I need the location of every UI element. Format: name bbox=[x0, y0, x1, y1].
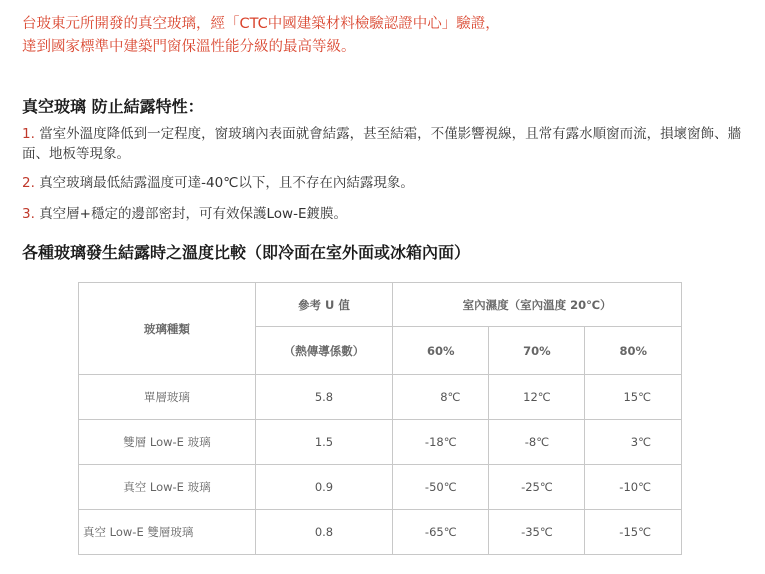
header-humidity-70: 70% bbox=[489, 327, 585, 375]
table-row bbox=[79, 375, 682, 420]
temp-80-cell: -15℃ bbox=[585, 510, 682, 555]
intro-line-1: 台玻東元所開發的真空玻璃，經「CTC中國建築材料檢驗認證中心」驗證， bbox=[22, 16, 500, 32]
header-humidity-60: 60% bbox=[393, 327, 489, 375]
glass-type-cell: 單層玻璃 bbox=[79, 375, 256, 420]
temp-70-cell: -35℃ bbox=[489, 510, 585, 555]
temp-60-cell: -18℃ bbox=[393, 420, 489, 465]
temp-60-cell: -65℃ bbox=[393, 510, 489, 555]
glass-type-cell: 雙層 Low-E 玻璃 bbox=[79, 420, 256, 465]
header-humidity: 室內濕度（室內溫度 20℃） bbox=[393, 283, 682, 327]
table-row bbox=[79, 510, 682, 555]
table-row bbox=[79, 465, 682, 510]
intro-text bbox=[22, 13, 752, 59]
glass-type-cell: 真空 Low-E 玻璃 bbox=[79, 465, 256, 510]
feature-item-2 bbox=[22, 173, 414, 193]
header-humidity-80: 80% bbox=[585, 327, 682, 375]
temp-70-cell: 12℃ bbox=[489, 375, 585, 420]
table-header-row bbox=[79, 283, 682, 327]
table-row bbox=[79, 420, 682, 465]
header-u-value: 參考 U 值 bbox=[255, 283, 392, 327]
header-glass-type: 玻璃種類 bbox=[79, 283, 256, 375]
temp-60-cell: 8℃ bbox=[393, 375, 489, 420]
feature-item-1 bbox=[22, 124, 747, 164]
feature-text: 真空層+穩定的邊部密封，可有效保護Low-E鍍膜。 bbox=[39, 206, 347, 222]
feature-number: 2. bbox=[22, 175, 35, 191]
features-heading: 真空玻璃 防止結露特性： bbox=[22, 97, 204, 116]
feature-number: 1. bbox=[22, 126, 35, 142]
temp-60-cell: -50℃ bbox=[393, 465, 489, 510]
glass-type-cell: 真空 Low-E 雙層玻璃 bbox=[79, 510, 256, 555]
temp-80-cell: 15℃ bbox=[585, 375, 682, 420]
feature-number: 3. bbox=[22, 206, 35, 222]
temp-80-cell: -10℃ bbox=[585, 465, 682, 510]
temp-70-cell: -25℃ bbox=[489, 465, 585, 510]
temp-70-cell: -8℃ bbox=[489, 420, 585, 465]
u-value-cell: 0.8 bbox=[255, 510, 392, 555]
comparison-table bbox=[78, 282, 682, 555]
intro-line-2: 達到國家標準中建築門窗保溫性能分級的最高等級。 bbox=[22, 39, 356, 55]
feature-text: 當室外溫度降低到一定程度，窗玻璃內表面就會結露，甚至結霜，不僅影響視線，且常有露水順窗而流，損壞窗飾、牆面、地板等現象。 bbox=[22, 126, 742, 162]
feature-item-3 bbox=[22, 204, 347, 224]
feature-text: 真空玻璃最低結露溫度可達-40℃以下，且不存在內結露現象。 bbox=[39, 175, 414, 191]
comparison-heading: 各種玻璃發生結露時之溫度比較（即冷面在室外面或冰箱內面） bbox=[22, 243, 471, 262]
u-value-cell: 0.9 bbox=[255, 465, 392, 510]
u-value-cell: 1.5 bbox=[255, 420, 392, 465]
u-value-cell: 5.8 bbox=[255, 375, 392, 420]
temp-80-cell: 3℃ bbox=[585, 420, 682, 465]
header-u-value-sub: （熱傳導係數） bbox=[255, 327, 392, 375]
